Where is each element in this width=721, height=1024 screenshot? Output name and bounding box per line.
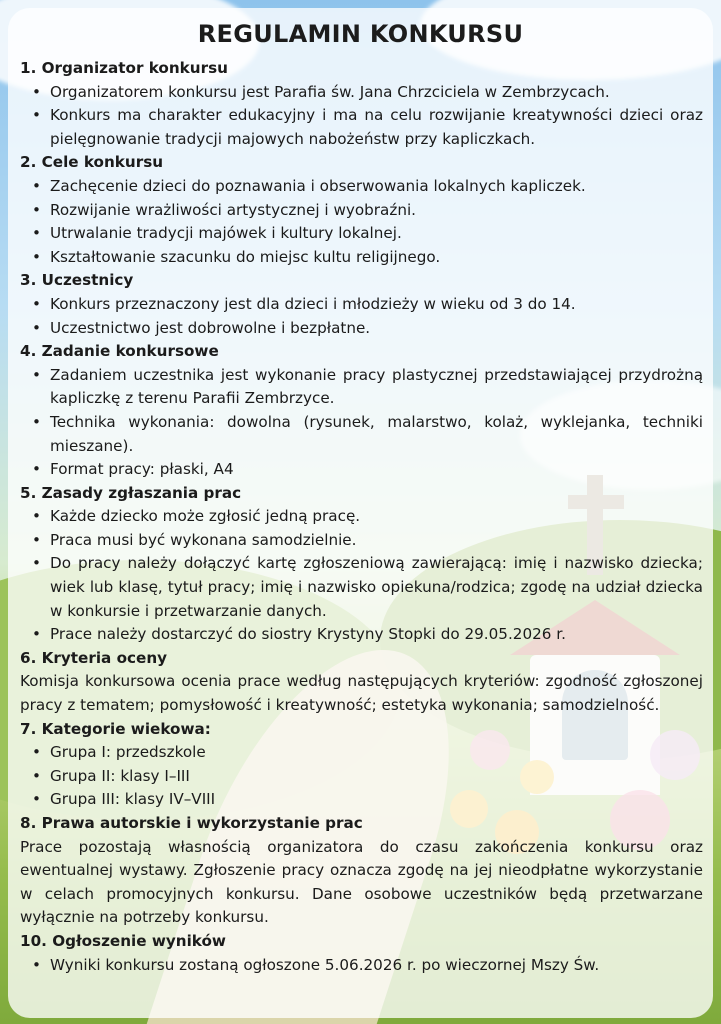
section-heading: 3. Uczestnicy — [20, 271, 134, 290]
list-item: • Zadaniem uczestnika jest wykonanie pracy plastycznej przedstawiającej przydrożną kapliczkę z terenu Parafii Zembrzyce. — [50, 364, 703, 411]
section-heading: 10. Ogłoszenie wyników — [20, 931, 226, 950]
list-item: • Organizatorem konkursu jest Parafia św. Jana Chrzciciela w Zembrzycach. — [50, 81, 703, 105]
section-paragraph: Prace pozostają własnością organizatora do czasu zakończenia konkursu oraz ewentualnej wystawy. Zgłoszenie pracy oznacza zgodę na jej nieodpłatne wykorzystanie w celach promocyjnych konkursu. Dane osobowe uczestników będą przetwarzane wyłącznie na potrzeby konkursu. — [20, 837, 703, 927]
list-item: • Praca musi być wykonana samodzielnie. — [50, 529, 703, 553]
list-item: • Utrwalanie tradycji majówek i kultury lokalnej. — [50, 222, 703, 246]
section-organizer — [20, 57, 703, 151]
list-item: • Prace należy dostarczyć do siostry Krystyny Stopki do 29.05.2026 r. — [50, 623, 703, 647]
list-item: • Format pracy: płaski, A4 — [50, 458, 703, 482]
section-task — [20, 340, 703, 482]
list-item: • Rozwijanie wrażliwości artystycznej i wyobraźni. — [50, 199, 703, 223]
bullet-list — [20, 175, 703, 269]
section-heading: 8. Prawa autorskie i wykorzystanie prac — [20, 814, 363, 832]
bullet-list — [20, 741, 703, 812]
list-item: • Do pracy należy dołączyć kartę zgłoszeniową zawierającą: imię i nazwisko dziecka; wiek lub klasę, tytuł pracy; imię i nazwisko opiekuna/rodzica; zgodę na udział dziecka w konkursie i przetwarzanie danych. — [50, 552, 703, 623]
list-item: • Każde dziecko może zgłosić jedną pracę. — [50, 505, 703, 529]
section-paragraph: Komisja konkursowa ocenia prace według następujących kryteriów: zgodność zgłoszonej pracy z tematem; pomysłowość i kreatywność; estetyka wykonania; samodzielność. — [20, 672, 703, 715]
section-participants — [20, 269, 703, 340]
section-heading: 6. Kryteria oceny — [20, 648, 168, 667]
rules-content — [20, 57, 703, 977]
list-item: • Grupa II: klasy I–III — [50, 765, 703, 789]
page-title: REGULAMIN KONKURSU — [197, 20, 524, 48]
section-copyright — [20, 812, 703, 930]
section-heading: 2. Cele konkursu — [20, 153, 164, 172]
bullet-list — [20, 293, 703, 340]
list-item: • Wyniki konkursu zostaną ogłoszone 5.06.2026 r. po wieczornej Mszy Św. — [50, 954, 703, 978]
list-item: • Grupa I: przedszkole — [50, 741, 703, 765]
section-age-categories — [20, 718, 703, 812]
list-item: • Konkurs przeznaczony jest dla dzieci i młodzieży w wieku od 3 do 14. — [50, 293, 703, 317]
section-heading: 7. Kategorie wiekowa: — [20, 719, 211, 738]
section-results — [20, 930, 703, 977]
list-item: • Zachęcenie dzieci do poznawania i obserwowania lokalnych kapliczek. — [50, 175, 703, 199]
section-submission-rules — [20, 482, 703, 647]
section-heading: 5. Zasady zgłaszania prac — [20, 483, 242, 502]
list-item: • Technika wykonania: dowolna (rysunek, malarstwo, kolaż, wyklejanka, techniki mieszane). — [50, 411, 703, 458]
section-heading: 4. Zadanie konkursowe — [20, 342, 219, 361]
list-item: • Kształtowanie szacunku do miejsc kultu religijnego. — [50, 246, 703, 270]
section-goals — [20, 151, 703, 269]
section-criteria — [20, 647, 703, 718]
bullet-list — [20, 954, 703, 978]
bullet-list — [20, 364, 703, 482]
bullet-list — [20, 81, 703, 152]
section-heading: 1. Organizator konkursu — [20, 59, 228, 77]
list-item: • Uczestnictwo jest dobrowolne i bezpłatne. — [50, 317, 703, 341]
list-item: • Konkurs ma charakter edukacyjny i ma na celu rozwijanie kreatywności dzieci oraz pielęgnowanie tradycji majowych nabożeństw przy kapliczkach. — [50, 104, 703, 151]
list-item: • Grupa III: klasy IV–VIII — [50, 788, 703, 812]
bullet-list — [20, 505, 703, 647]
